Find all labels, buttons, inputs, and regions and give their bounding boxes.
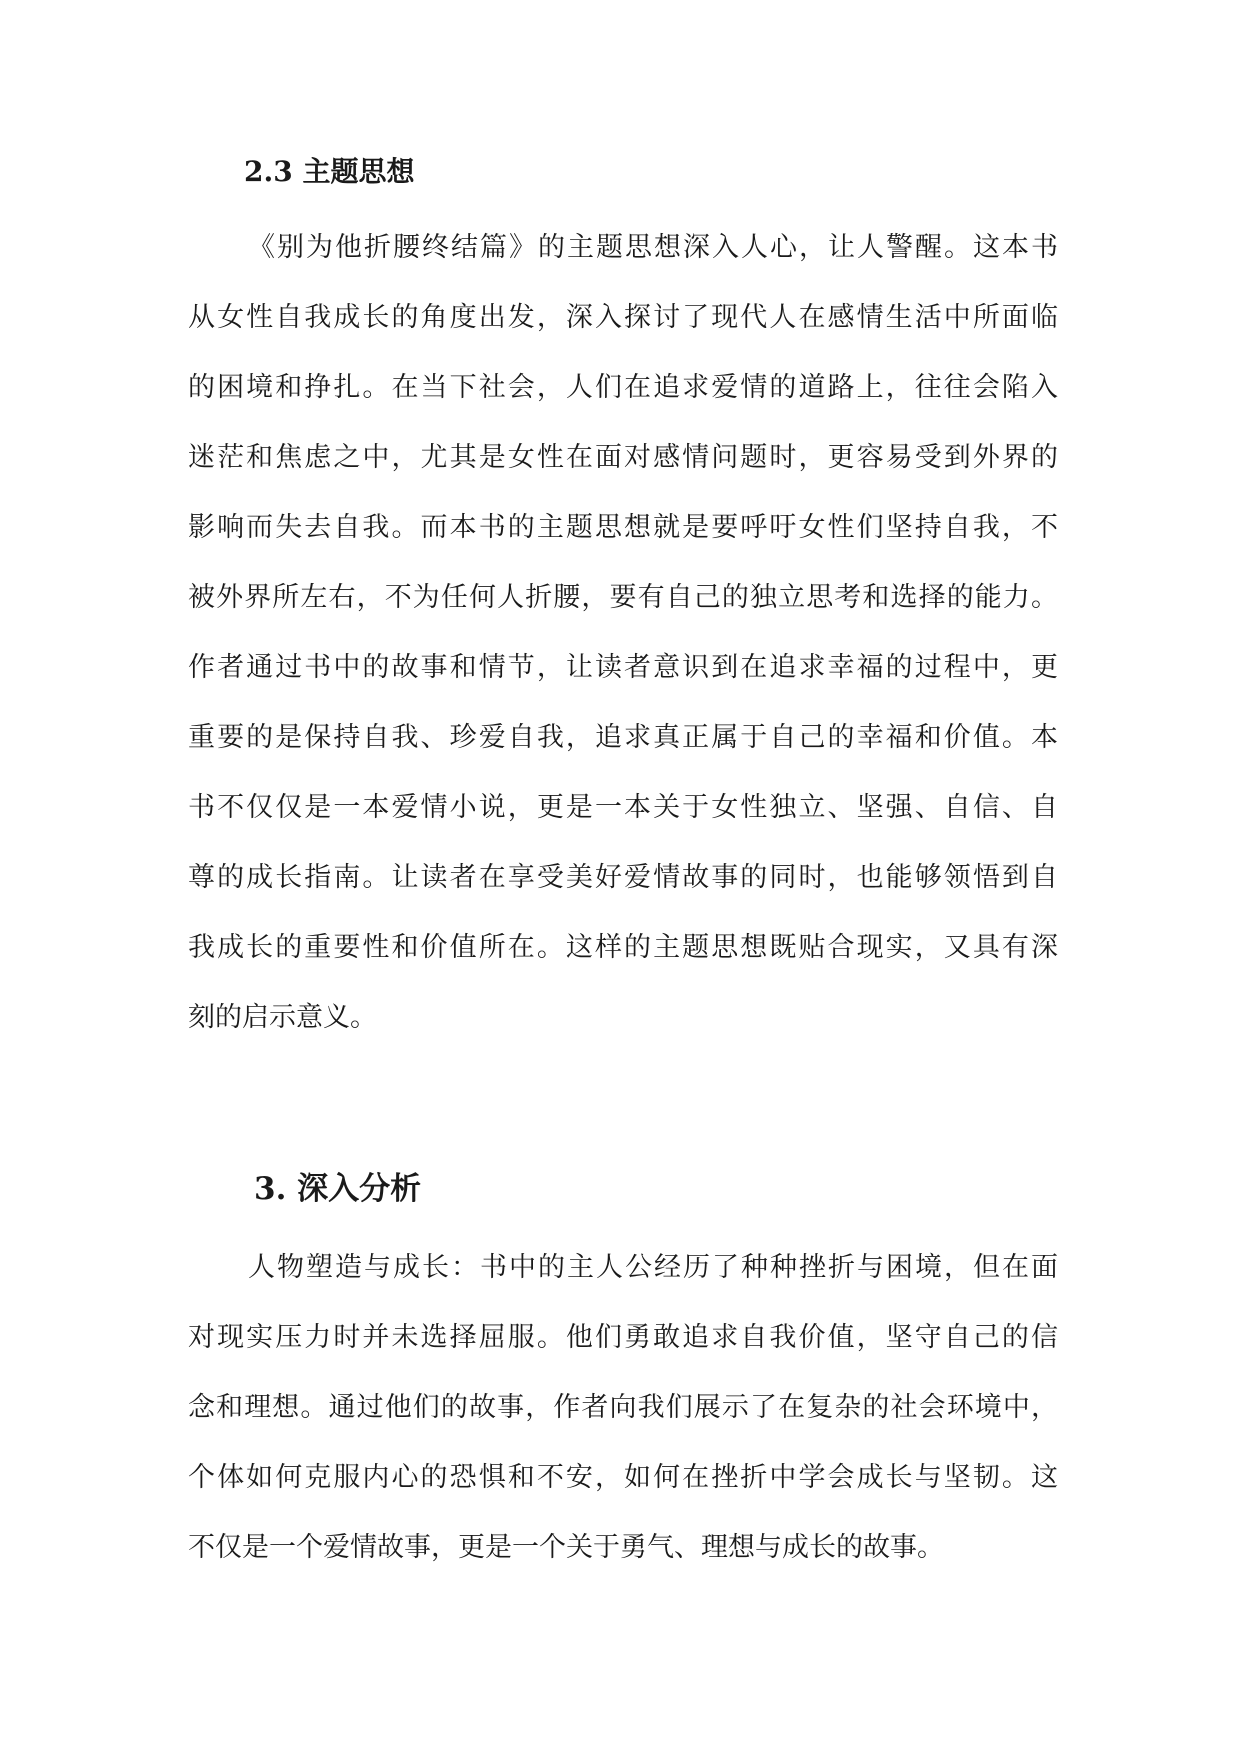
paragraph-line: 念和理想。通过他们的故事，作者向我们展示了在复杂的社会环境中， xyxy=(188,1392,1058,1423)
paragraph-line: 作者通过书中的故事和情节，让读者意识到在追求幸福的过程中，更 xyxy=(188,652,1058,683)
paragraph-line: 的困境和挣扎。在当下社会，人们在追求爱情的道路上，往往会陷入 xyxy=(188,372,1058,403)
section-3-heading: 3. 深入分析 xyxy=(254,1171,422,1207)
paragraph-line: 对现实压力时并未选择屈服。他们勇敢追求自我价值，坚守自己的信 xyxy=(188,1322,1058,1353)
paragraph-line: 书不仅仅是一本爱情小说，更是一本关于女性独立、坚强、自信、自 xyxy=(188,792,1058,823)
section-2-3-paragraph xyxy=(188,213,1058,1053)
paragraph-line: 不仅是一个爱情故事，更是一个关于勇气、理想与成长的故事。 xyxy=(188,1532,944,1563)
paragraph-line: 《别为他折腰终结篇》的主题思想深入人心，让人警醒。这本书 xyxy=(248,232,1058,263)
paragraph-line: 影响而失去自我。而本书的主题思想就是要呼吁女性们坚持自我，不 xyxy=(188,512,1058,543)
paragraph-line: 尊的成长指南。让读者在享受美好爱情故事的同时，也能够领悟到自 xyxy=(188,862,1058,893)
paragraph-line: 从女性自我成长的角度出发，深入探讨了现代人在感情生活中所面临 xyxy=(188,302,1058,333)
paragraph-line: 个体如何克服内心的恐惧和不安，如何在挫折中学会成长与坚韧。这 xyxy=(188,1462,1058,1493)
paragraph-line: 迷茫和焦虑之中，尤其是女性在面对感情问题时，更容易受到外界的 xyxy=(188,442,1058,473)
paragraph-line: 我成长的重要性和价值所在。这样的主题思想既贴合现实，又具有深 xyxy=(188,932,1058,963)
section-2-3-heading: 2.3 主题思想 xyxy=(244,155,415,188)
paragraph-line: 重要的是保持自我、珍爱自我，追求真正属于自己的幸福和价值。本 xyxy=(188,722,1058,753)
paragraph-line: 被外界所左右，不为任何人折腰，要有自己的独立思考和选择的能力。 xyxy=(188,582,1058,613)
section-3-paragraph xyxy=(188,1233,1058,1583)
paragraph-line: 人物塑造与成长：书中的主人公经历了种种挫折与困境，但在面 xyxy=(248,1252,1058,1283)
paragraph-line: 刻的启示意义。 xyxy=(188,1002,377,1033)
